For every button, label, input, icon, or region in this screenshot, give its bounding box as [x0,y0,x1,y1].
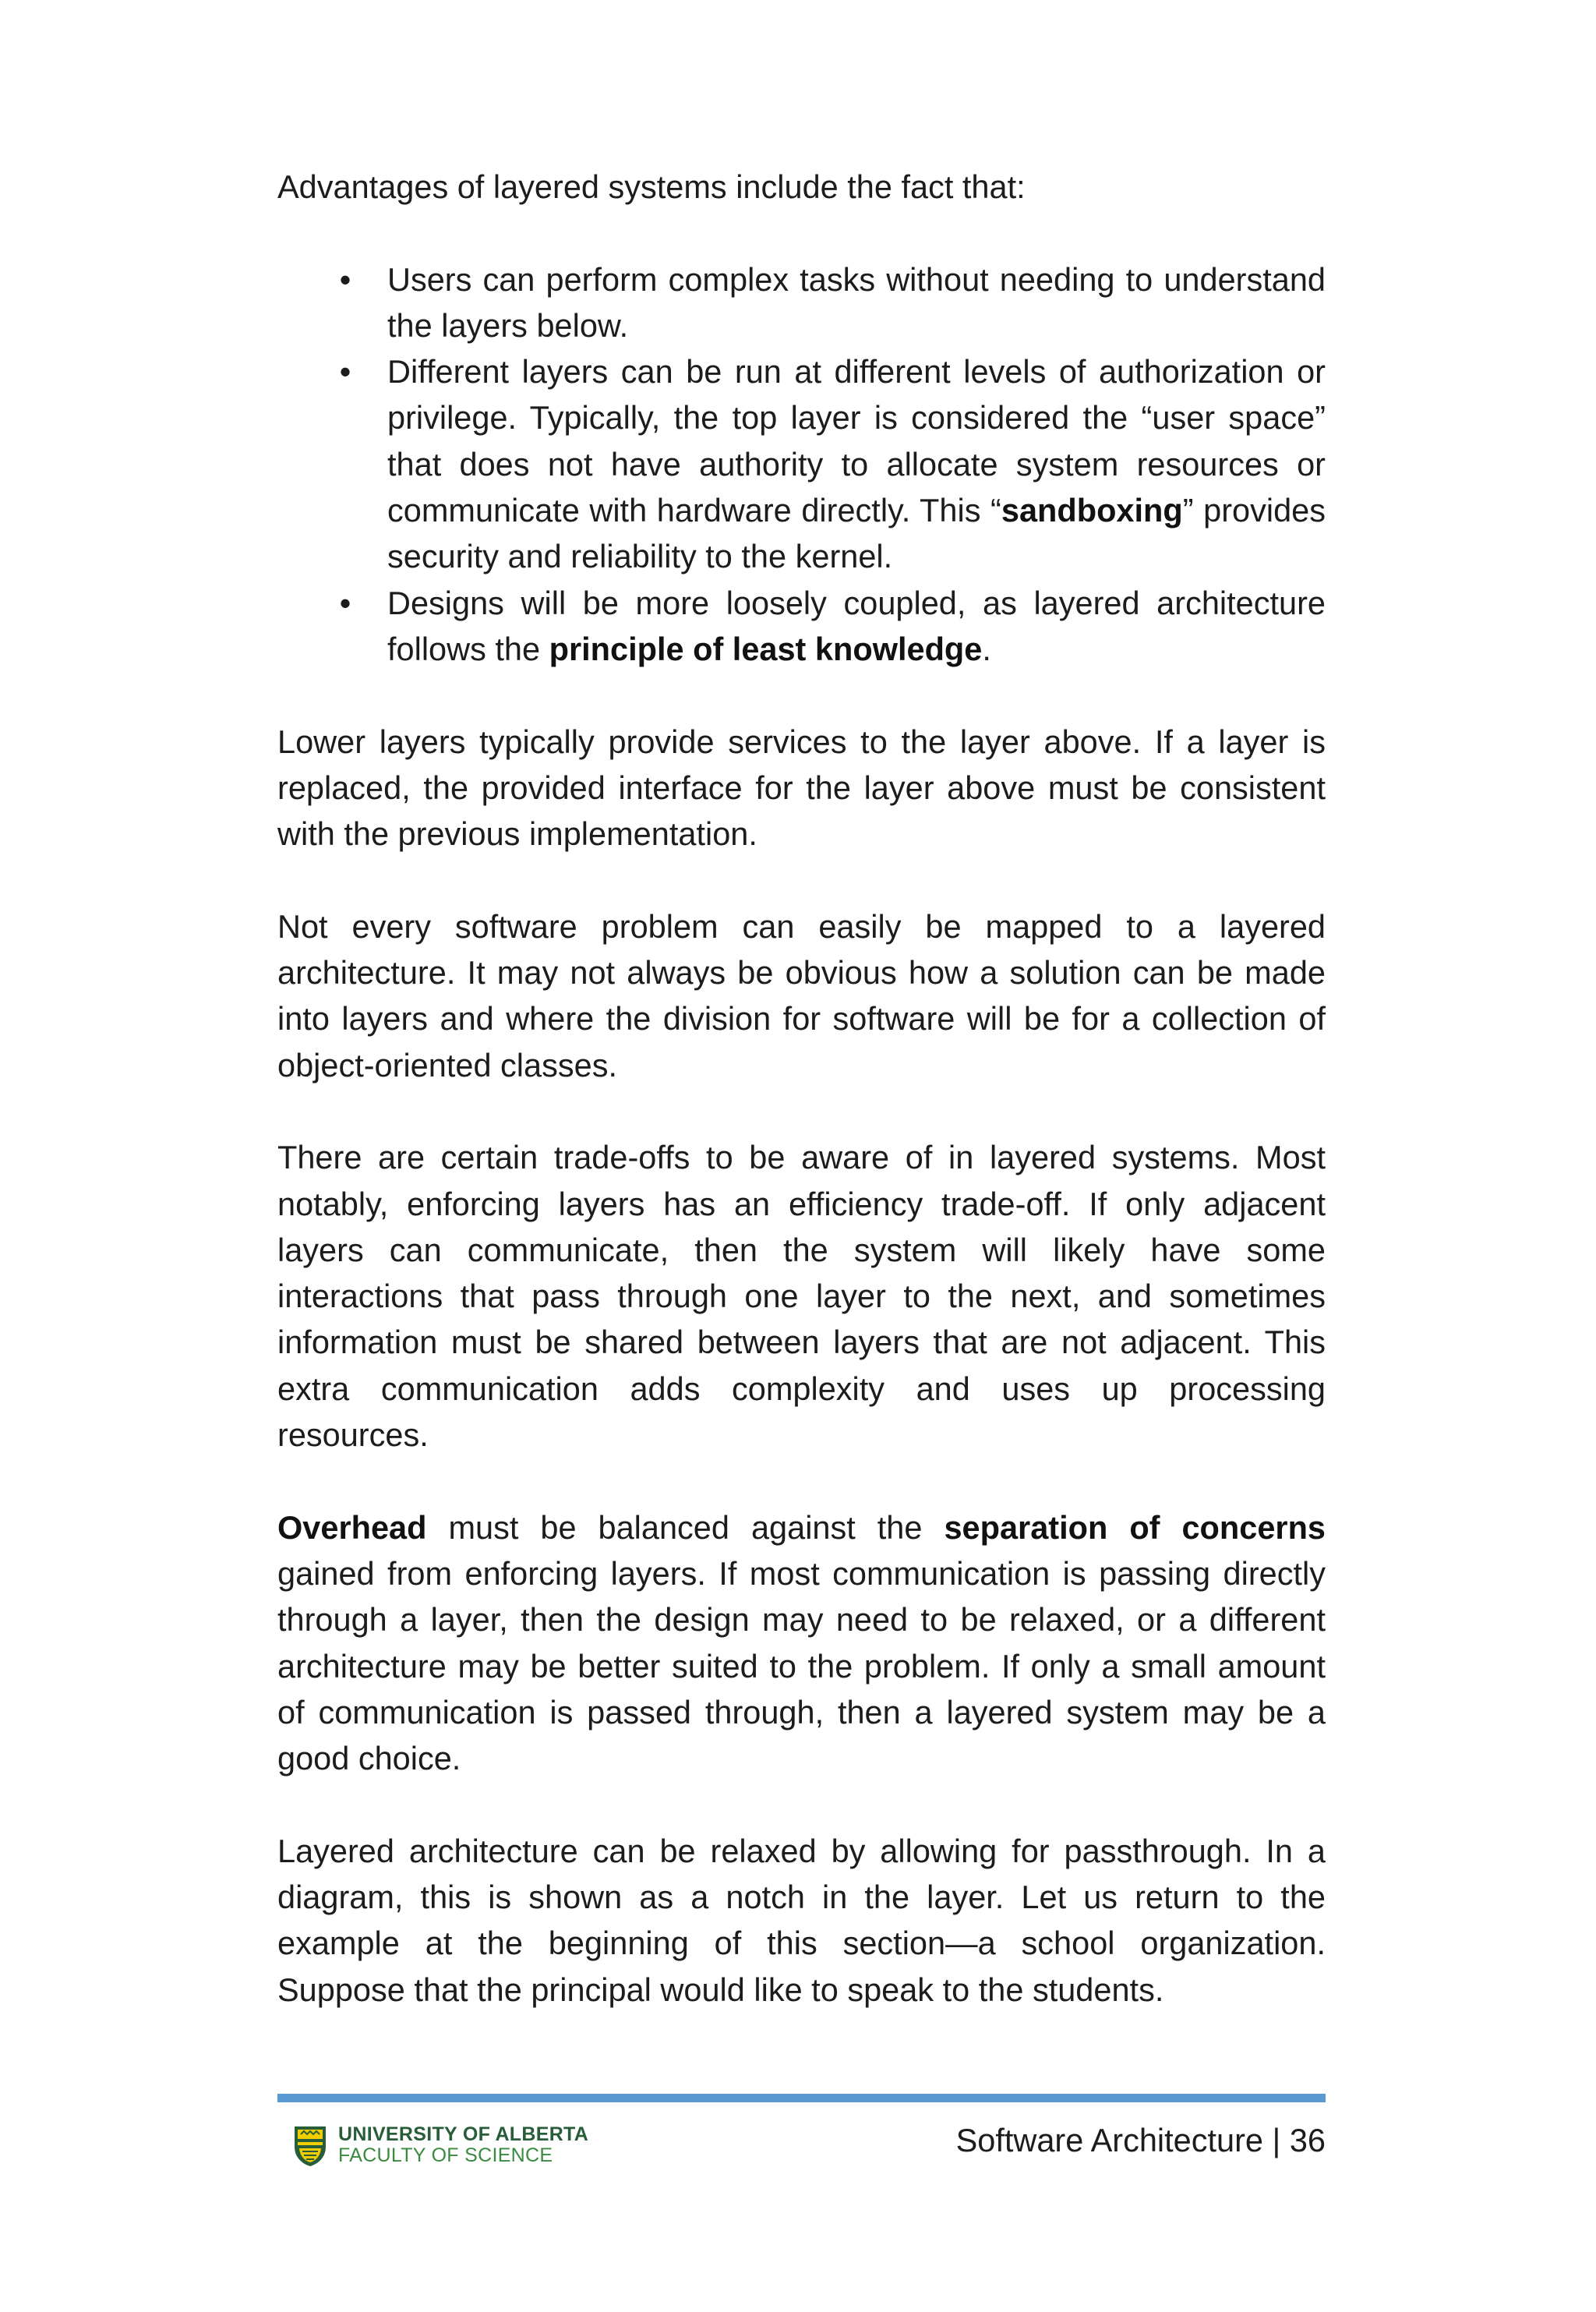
bold-term-overhead: Overhead [277,1508,427,1546]
logo-faculty-name: FACULTY OF SCIENCE [338,2144,553,2166]
list-item [277,348,1326,579]
list-item-text: Different layers can be run at different levels of authorization or privilege. Typically, the top layer is considered the “user space” that does not have authority to allocate system resources or communicate with hardware directly. This “ [387,353,1326,529]
list-item-text: Designs will be more loosely coupled, as layered architecture follows the [387,584,1326,667]
paragraph-lower-layers: Lower layers typically provide services to the layer above. If a layer is replaced, the provided interface for the layer above must be consistent with the previous implementation. [277,723,1326,853]
paragraph-text: must be balanced against the [426,1508,945,1546]
footer-page-title: Software Architecture | 36 [955,2122,1326,2158]
paragraph-text: gained from enforcing layers. If most communication is passing directly through a layer, then the design may need to be relaxed, or a different architecture may be better suited to the problem. If only a small amount of communication is passed through, then a layered system may be a good choice. [277,1554,1326,1777]
list-item [277,256,1326,349]
bold-term-separation-of-concerns: separation of concerns [944,1508,1326,1546]
paragraph-mapping: Not every software problem can easily be mapped to a layered architecture. It may not always be obvious how a solution can be made into layers and where the division for software will be for a collection of object-oriented classes. [277,907,1326,1084]
list-item-text-tail: ” provides security and reliability to the kernel. [387,492,1326,575]
bold-term-sandboxing: sandboxing [1001,492,1183,529]
bullet-icon: • [339,584,351,621]
page-content [277,164,1326,2059]
paragraph-trade-offs: There are certain trade-offs to be aware of in layered systems. Most notably, enforcing layers has an efficiency trade-off. If only adjacent layers can communicate, then the system will likely have some interactions that pass through one layer to the next, and sometimes information must be shared between layers that are not adjacent. This extra communication adds complexity and uses up processing resources. [277,1139,1326,1454]
paragraph-passthrough: Layered architecture can be relaxed by allowing for passthrough. In a diagram, this is shown as a notch in the layer. Let us return to the example at the beginning of this section—a school organization. Suppose that the principal would like to speak to the students. [277,1832,1326,2008]
bullet-icon: • [339,260,351,298]
paragraph-overhead [277,1504,1326,1782]
university-logo [293,2122,588,2169]
intro-paragraph: Advantages of layered systems include the fact that: [277,168,1026,205]
bullet-icon: • [339,353,351,391]
list-item-text: Users can perform complex tasks without needing to understand the layers below. [387,260,1326,344]
list-item [277,580,1326,673]
bold-term-least-knowledge: principle of least knowledge [549,630,983,667]
logo-wordmark [338,2124,588,2166]
footer-divider [277,2094,1326,2102]
logo-university-name: UNIVERSITY OF ALBERTA [338,2123,589,2145]
list-item-text-tail: . [982,630,991,667]
crest-icon [293,2123,327,2167]
advantages-list [277,256,1326,673]
